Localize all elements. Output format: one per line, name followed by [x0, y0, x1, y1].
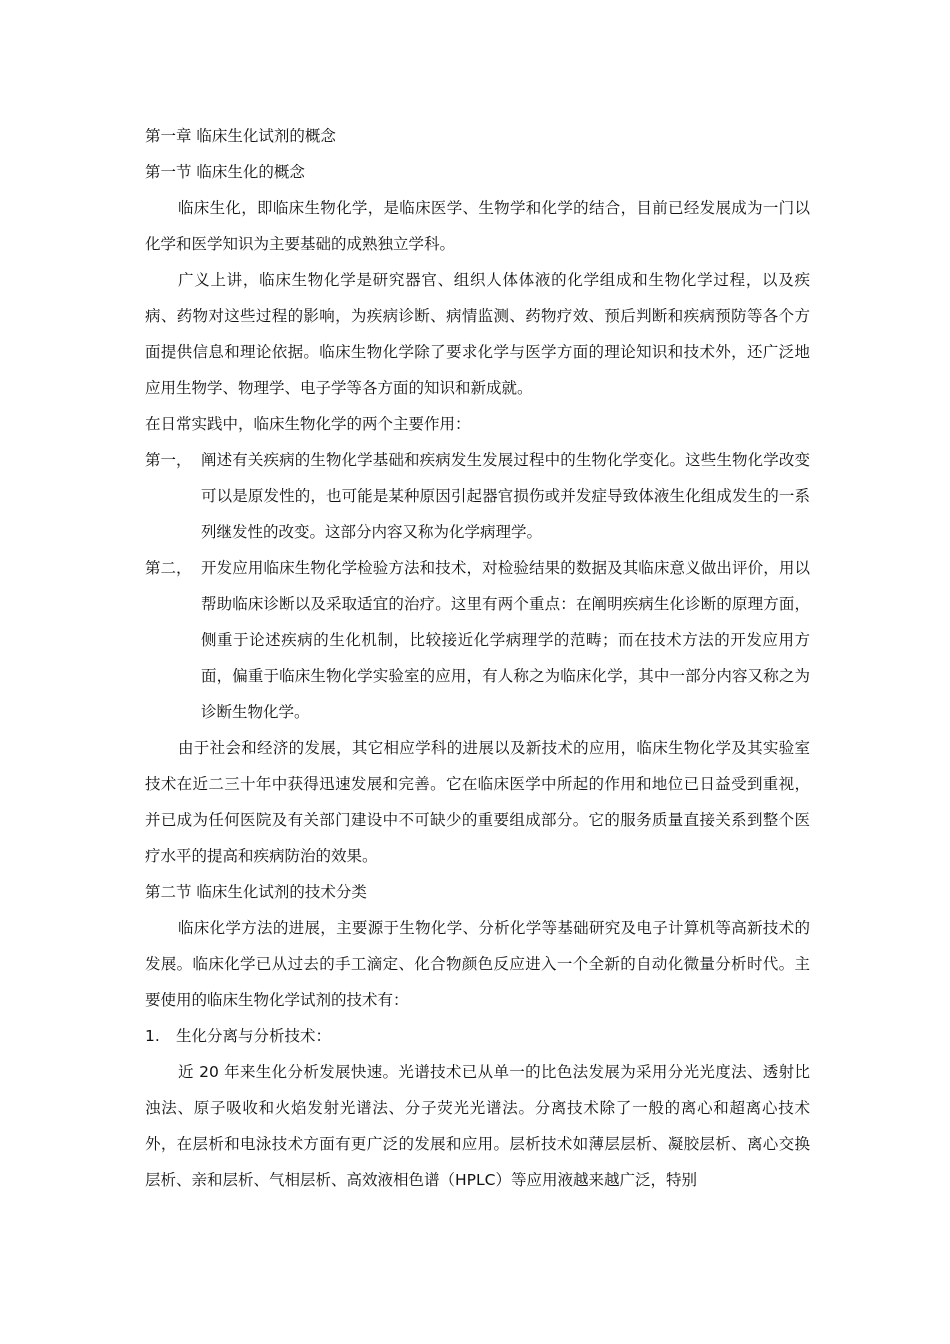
paragraph-3: 在日常实践中，临床生物化学的两个主要作用：: [145, 415, 471, 433]
item-number: 第一，: [145, 451, 192, 469]
list-number: 1.: [145, 1027, 160, 1045]
chapter-title: 第一章 临床生化试剂的概念: [145, 127, 336, 145]
item-text: 阐述有关疾病的生物化学基础和疾病发生发展过程中的生物化学变化。这些生物化学改变可以是原发性的，也可能是某种原因引起器官损伤或并发症导致体液生化组成发生的一系列继发性的改变。这部分内容又称为化学病理学。: [201, 451, 810, 541]
list-text: 生化分离与分析技术：: [176, 1027, 332, 1045]
paragraph-1: 临床生化，即临床生物化学，是临床医学、生物学和化学的结合，目前已经发展成为一门以化学和医学知识为主要基础的成熟独立学科。: [145, 199, 810, 253]
section-title-2: 第二节 临床生化试剂的技术分类: [145, 883, 367, 901]
item-number: 第二，: [145, 559, 192, 577]
paragraph-4: 由于社会和经济的发展，其它相应学科的进展以及新技术的应用，临床生物化学及其实验室技术在近二三十年中获得迅速发展和完善。它在临床医学中所起的作用和地位已日益受到重视，并已成为任何医院及有关部门建设中不可缺少的重要组成部分。它的服务质量直接关系到整个医疗水平的提高和疾病防治的效果。: [145, 739, 810, 865]
paragraph-2: 广义上讲，临床生物化学是研究器官、组织人体体液的化学组成和生物化学过程，以及疾病、药物对这些过程的影响，为疾病诊断、病情监测、药物疗效、预后判断和疾病预防等各个方面提供信息和理论依据。临床生物化学除了要求化学与医学方面的理论知识和技术外，还广泛地应用生物学、物理学、电子学等各方面的知识和新成就。: [145, 271, 810, 397]
numbered-item-2: [145, 550, 810, 730]
paragraph-6: 近 20 年来生化分析发展快速。光谱技术已从单一的比色法发展为采用分光光度法、透射比浊法、原子吸收和火焰发射光谱法、分子荧光光谱法。分离技术除了一般的离心和超离心技术外，在层析和电泳技术方面有更广泛的发展和应用。层析技术如薄层层析、凝胶层析、离心交换层析、亲和层析、气相层析、高效液相色谱（HPLC）等应用液越来越广泛，特别: [145, 1063, 810, 1189]
item-text: 开发应用临床生物化学检验方法和技术，对检验结果的数据及其临床意义做出评价，用以帮助临床诊断以及采取适宜的治疗。这里有两个重点：在阐明疾病生化诊断的原理方面，侧重于论述疾病的生化机制，比较接近化学病理学的范畴；而在技术方法的开发应用方面，偏重于临床生物化学实验室的应用，有人称之为临床化学，其中一部分内容又称之为诊断生物化学。: [201, 559, 810, 721]
numbered-item-1: [145, 442, 810, 550]
section-title-1: 第一节 临床生化的概念: [145, 163, 305, 181]
paragraph-5: 临床化学方法的进展，主要源于生物化学、分析化学等基础研究及电子计算机等高新技术的发展。临床化学已从过去的手工滴定、化合物颜色反应进入一个全新的自动化微量分析时代。主要使用的临床生物化学试剂的技术有：: [145, 919, 810, 1009]
list-item-1: [145, 1018, 810, 1054]
